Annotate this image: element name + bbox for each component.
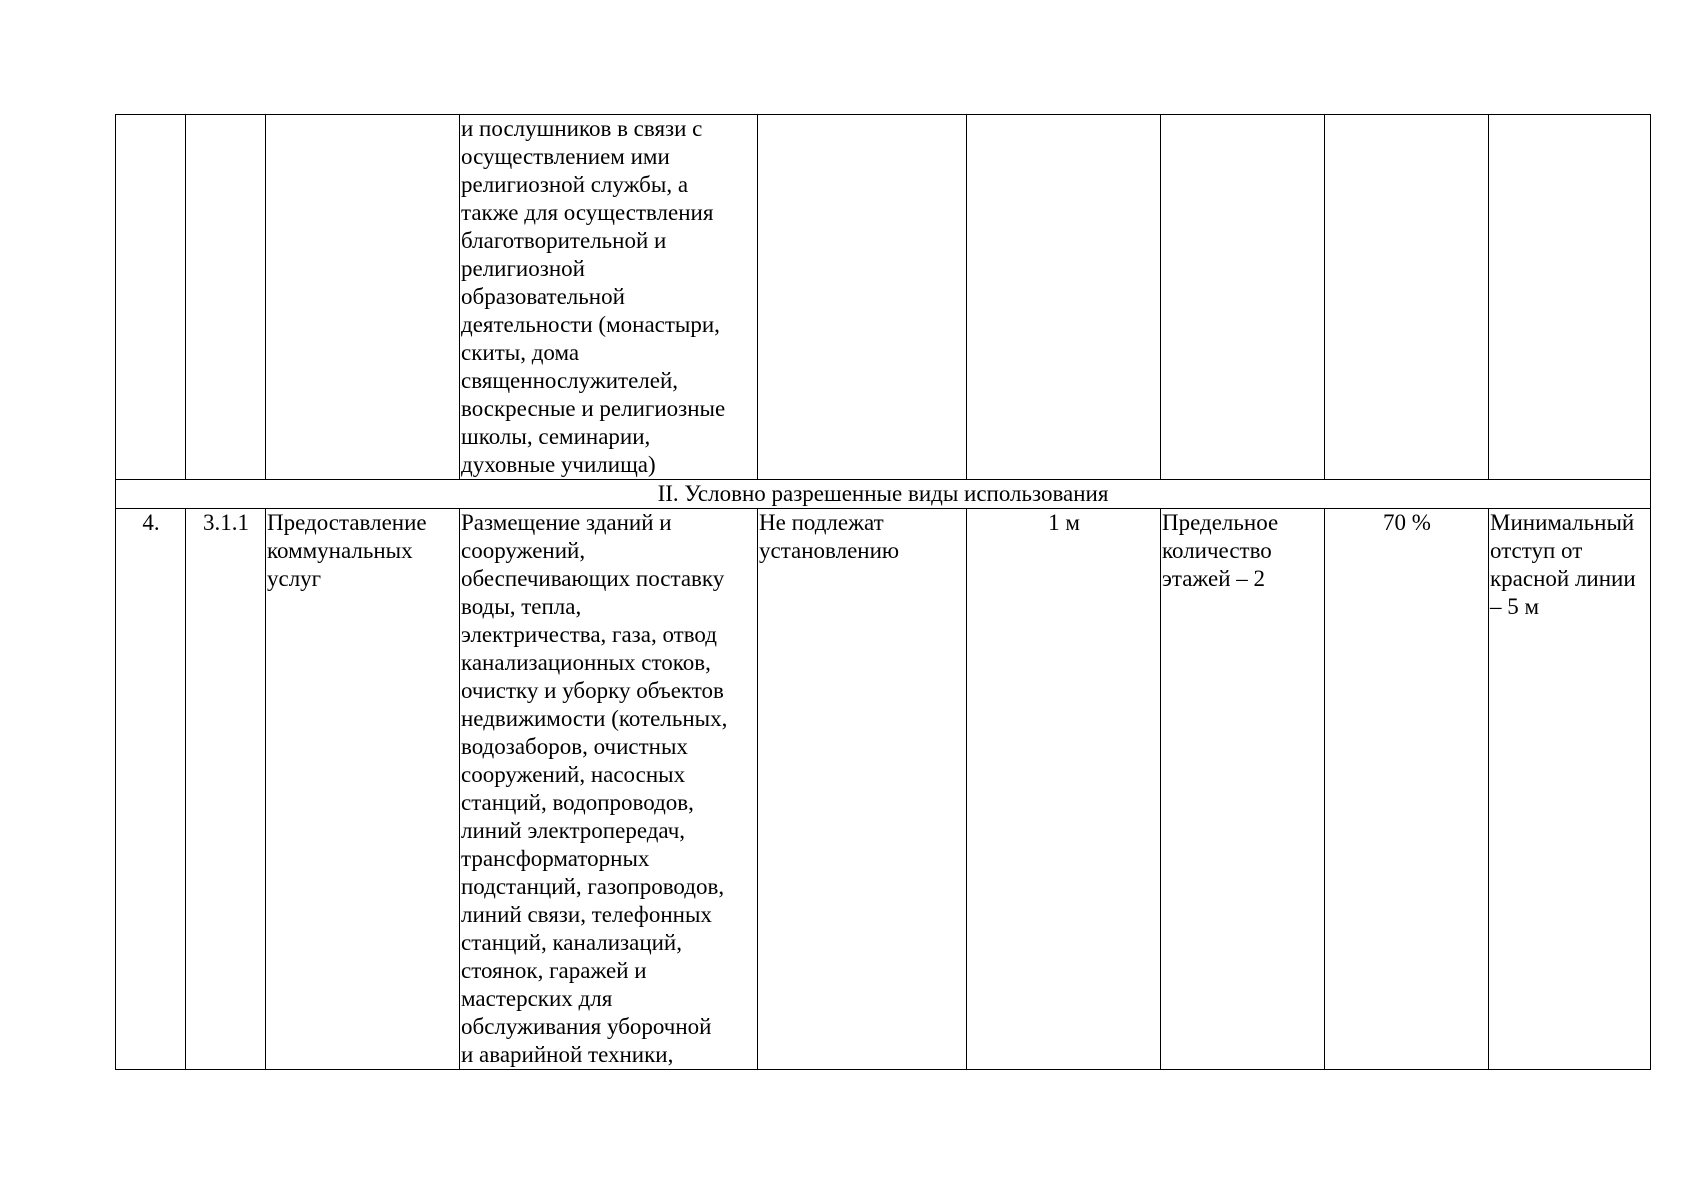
- description-text: и послушников в связи с осуществлением ими религиозной службы, а также для осуществления благотворительной и религиозной образовательной деятельности (монастыри, скиты, дома священнослужителей, воскресные и религиозные школы, семинарии, духовные училища): [461, 116, 726, 477]
- floors-text: Предельное количество этажей – 2: [1162, 510, 1279, 591]
- row-number: 4.: [116, 509, 186, 1070]
- cell-use-name: [266, 509, 460, 1070]
- cell-other: [1489, 115, 1651, 480]
- cell-other: [1489, 509, 1651, 1070]
- plot-size-text: Не подлежат установлению: [759, 510, 900, 563]
- cell-coverage: [1325, 115, 1489, 480]
- cell-setback: 1 м: [967, 509, 1161, 1070]
- cell-description: [460, 115, 758, 480]
- cell-use-name: [266, 115, 460, 480]
- cell-description: [460, 509, 758, 1070]
- cell-plot-size: [758, 115, 967, 480]
- cell-code: [186, 115, 266, 480]
- land-use-table: [115, 114, 1651, 1070]
- cell-setback: [967, 115, 1161, 480]
- section-header-row: [116, 480, 1651, 509]
- cell-number: [116, 115, 186, 480]
- row-code: 3.1.1: [186, 509, 266, 1070]
- use-name-text: Предоставление коммунальных услуг: [267, 510, 427, 591]
- other-params-text: Минимальный отступ от красной линии – 5 м: [1490, 510, 1636, 619]
- description-text: Размещение зданий и сооружений, обеспечивающих поставку воды, тепла, электричества, газа, отвод канализационных стоков, очистку и уборку объектов недвижимости (котельных, водозаборов, очистных сооружений, насосных станций, водопроводов, линий электропередач, трансформаторных подстанций, газопроводов, линий связи, телефонных станций, канализаций, стоянок, гаражей и мастерских для обслуживания уборочной и аварийной техники,: [461, 510, 728, 1067]
- cell-floors: [1161, 115, 1325, 480]
- cell-coverage: 70 %: [1325, 509, 1489, 1070]
- cell-floors: [1161, 509, 1325, 1070]
- table-row-continuation: [116, 115, 1651, 480]
- section-header: II. Условно разрешенные виды использования: [116, 480, 1651, 509]
- cell-plot-size: [758, 509, 967, 1070]
- table-row: [116, 509, 1651, 1070]
